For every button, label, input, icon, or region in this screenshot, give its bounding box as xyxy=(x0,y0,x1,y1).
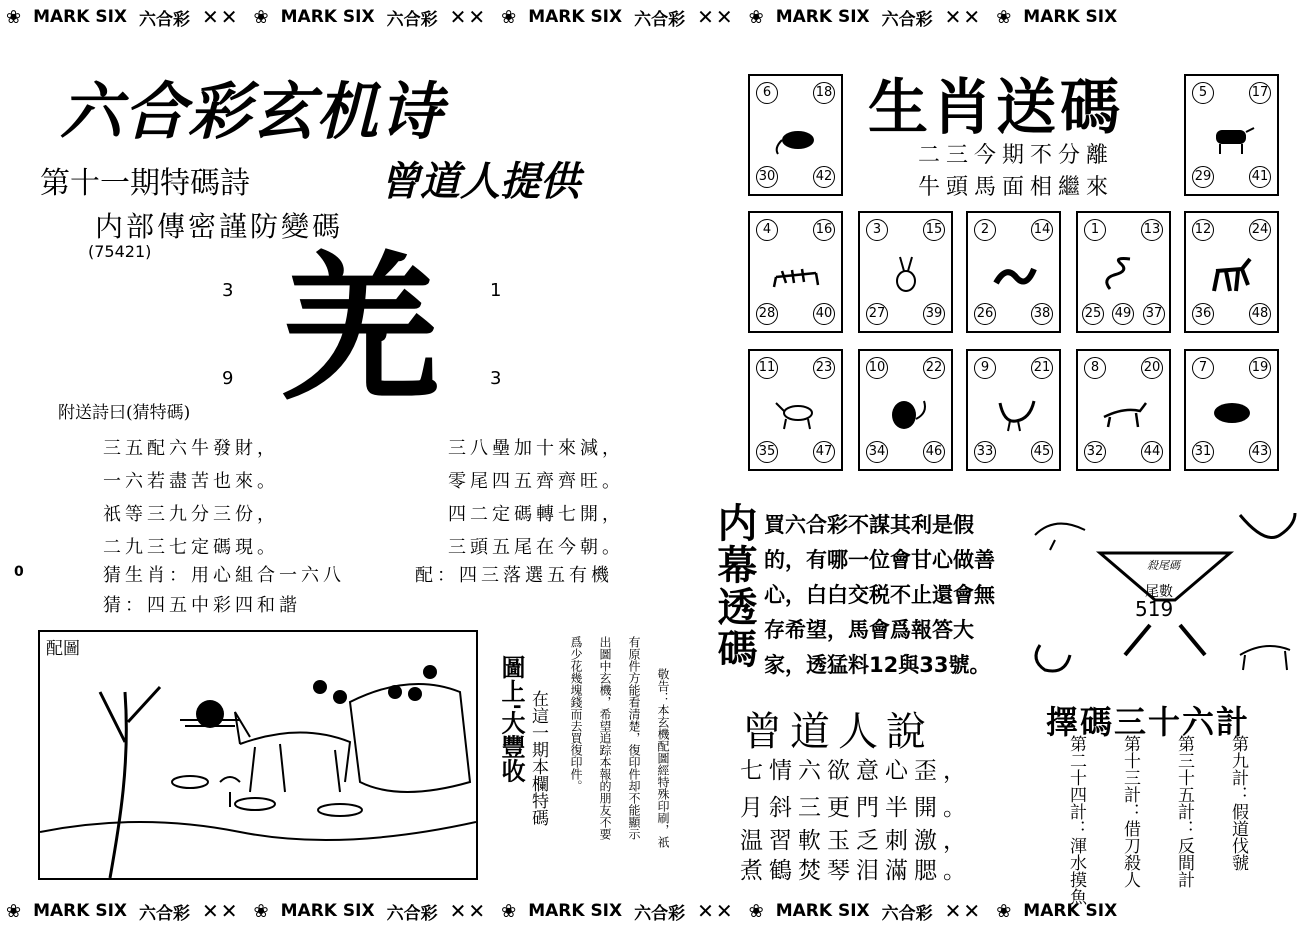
ball-number: 20 xyxy=(1141,357,1163,379)
gift-label: 附送詩曰(猜特碼) xyxy=(58,403,191,423)
strategy-item: 第二十四計：渾水摸魚 xyxy=(1066,735,1086,905)
ball-number: 12 xyxy=(1192,219,1214,241)
ball-number: 34 xyxy=(866,441,888,463)
brand-cn: 六合彩 xyxy=(386,9,438,30)
ball-number: 40 xyxy=(813,303,835,325)
brand-cn: 六合彩 xyxy=(881,9,933,30)
ball-number: 17 xyxy=(1249,82,1271,104)
mark-six-text: MARK SIX xyxy=(1023,901,1118,921)
ball-number: 41 xyxy=(1249,166,1271,188)
ball-number: 31 xyxy=(1192,441,1214,463)
notice-4: 爲少花幾塊錢而去買復印件。 xyxy=(569,636,583,792)
flower-icon: ❀ xyxy=(6,900,22,922)
zeng-line: 温習軟玉乏刺激， xyxy=(740,828,972,854)
ball-number: 1 xyxy=(1084,219,1106,241)
ball-number: 39 xyxy=(923,303,945,325)
ball-number: 32 xyxy=(1084,441,1106,463)
pair: 配：四三落選五有機 xyxy=(415,565,613,586)
ball-number: 28 xyxy=(756,303,778,325)
ball-number: 29 xyxy=(1192,166,1214,188)
x-icon: ✕✕ xyxy=(202,899,240,923)
tail-diagram xyxy=(1025,505,1305,690)
rat-icon xyxy=(772,118,820,158)
zodiac-card-tiger xyxy=(748,211,843,333)
strategy-item: 第十三計：借刀殺人 xyxy=(1120,735,1140,888)
ball-number: 3 xyxy=(866,219,888,241)
zeng-line: 煮鶴焚琴泪滿腮。 xyxy=(740,858,972,884)
notice-3: 出圖中玄機，希望追踪本報的朋友不要 xyxy=(598,636,612,840)
x-icon: ✕✕ xyxy=(944,899,983,923)
zodiac-card-goat xyxy=(748,349,843,471)
tiger-icon xyxy=(772,255,820,295)
poem-line: 一六若盡苦也來。 xyxy=(103,471,279,492)
ball-number: 16 xyxy=(813,219,835,241)
zodiac-card-dragon xyxy=(966,211,1061,333)
ball-number: 8 xyxy=(1084,357,1106,379)
goat-icon xyxy=(772,393,820,433)
brand-cn: 六合彩 xyxy=(634,9,686,30)
ox-icon xyxy=(1208,118,1256,158)
mark-six-text: MARK SIX xyxy=(1023,7,1118,27)
mark-six-text: MARK SIX xyxy=(280,7,375,27)
strategy-title: 擇碼三十六計 xyxy=(1046,703,1251,741)
brand-cn: 六合彩 xyxy=(386,903,438,924)
mark-six-text: MARK SIX xyxy=(33,901,128,921)
ball-number: 43 xyxy=(1249,441,1271,463)
notice-2: 有原件方能看清楚，復印件却不能顯示 xyxy=(627,636,641,840)
zeng-line: 七情六欲意心歪， xyxy=(740,758,972,784)
bottom-banner xyxy=(0,896,1314,926)
strategy-item: 第九計：假道伐虢 xyxy=(1228,735,1248,871)
zodiac-card-rooster xyxy=(966,349,1061,471)
neimu-text: 買六合彩不謀其利是假的，有哪一位會甘心做善心，白白交税不止還會無存希望，馬會爲報答大家，透猛料12與33號。 xyxy=(764,513,995,677)
x-icon: ✕✕ xyxy=(944,5,983,29)
ball-number: 48 xyxy=(1249,303,1271,325)
provider: 曾道人提供 xyxy=(380,159,580,205)
zodiac-line-2: 牛頭馬面相繼來 xyxy=(918,175,1115,200)
flower-icon: ❀ xyxy=(748,6,764,28)
flower-icon: ❀ xyxy=(996,900,1012,922)
ball-number: 37 xyxy=(1143,303,1165,325)
zodiac-card-monkey xyxy=(858,349,953,471)
notice-1: 敬告：本玄機配圖經特殊印刷，祇 xyxy=(656,668,670,848)
zeng-title: 曾道人說 xyxy=(742,709,934,755)
brand-cn: 六合彩 xyxy=(139,903,191,924)
poem-right xyxy=(448,432,624,564)
ball-number: 49 xyxy=(1112,303,1134,325)
ball-number: 10 xyxy=(866,357,888,379)
rooster-icon xyxy=(990,393,1038,433)
dog-icon xyxy=(1100,393,1148,433)
ball-number: 25 xyxy=(1082,303,1104,325)
monkey-icon xyxy=(882,393,930,433)
deer-scene-icon xyxy=(40,632,476,878)
x-icon: ✕✕ xyxy=(449,5,488,29)
ball-number: 46 xyxy=(923,441,945,463)
mark-six-text: MARK SIX xyxy=(775,901,870,921)
mark-six-text: MARK SIX xyxy=(528,901,623,921)
subtitle: 第十一期特碼詩 xyxy=(40,166,250,201)
zeng-line: 月斜三更門半開。 xyxy=(740,795,972,821)
num-top-right: 1 xyxy=(490,280,502,301)
mark-six-text: MARK SIX xyxy=(33,7,128,27)
ball-number: 35 xyxy=(756,441,778,463)
ball-number: 44 xyxy=(1141,441,1163,463)
strategy-item: 第三十五計：反間計 xyxy=(1174,735,1194,888)
ball-number: 4 xyxy=(756,219,778,241)
page-title: 六合彩玄机诗 xyxy=(60,75,445,148)
ball-number: 42 xyxy=(813,166,835,188)
ball-number: 14 xyxy=(1031,219,1053,241)
ball-number: 30 xyxy=(756,166,778,188)
zodiac-card-rabbit xyxy=(858,211,953,333)
x-icon: ✕✕ xyxy=(202,5,240,29)
poem-line: 四二定碼轉七開， xyxy=(448,504,624,525)
ball-number: 19 xyxy=(1249,357,1271,379)
flower-icon: ❀ xyxy=(501,900,517,922)
ball-number: 11 xyxy=(756,357,778,379)
guess: 猜：四五中彩四和諧 xyxy=(103,595,301,616)
ball-number: 22 xyxy=(923,357,945,379)
num-bottom-left: 9 xyxy=(222,368,234,389)
ball-number: 26 xyxy=(974,303,996,325)
zodiac-title: 生肖送碼 xyxy=(868,73,1124,143)
inner-secret: 内部傳密謹防變碼 xyxy=(95,210,344,243)
dragon-icon xyxy=(990,255,1038,295)
x-icon: ✕✕ xyxy=(449,899,488,923)
brand-cn: 六合彩 xyxy=(881,903,933,924)
ball-number: 45 xyxy=(1031,441,1053,463)
flower-icon: ❀ xyxy=(996,6,1012,28)
ball-number: 18 xyxy=(813,82,835,104)
ball-number: 13 xyxy=(1141,219,1163,241)
snake-icon xyxy=(1100,255,1148,295)
zero-mark: 0 xyxy=(14,564,24,580)
poem-line: 三八壘加十來減， xyxy=(448,438,624,459)
zodiac-line-1: 二三今期不分離 xyxy=(918,143,1115,168)
poem-line: 祇等三九分三份， xyxy=(103,504,279,525)
flower-icon: ❀ xyxy=(253,6,269,28)
guess-zodiac: 猜生肖：用心組合一六八 xyxy=(103,565,345,586)
vertical-harvest: 圖上'大豐收 xyxy=(497,655,525,783)
vertical-note: 在這一期本欄特碼 xyxy=(528,690,548,826)
num-bottom-right: 3 xyxy=(490,368,502,389)
ball-number: 21 xyxy=(1031,357,1053,379)
rabbit-icon xyxy=(882,255,930,295)
tail-value: 519 xyxy=(1135,597,1174,621)
ball-number: 24 xyxy=(1249,219,1271,241)
flower-icon: ❀ xyxy=(501,6,517,28)
ball-number: 5 xyxy=(1192,82,1214,104)
big-character: 羌 xyxy=(280,236,441,423)
zodiac-card-rat xyxy=(748,74,843,196)
ball-number: 33 xyxy=(974,441,996,463)
poem-line: 零尾四五齊齊旺。 xyxy=(448,471,624,492)
flower-icon: ❀ xyxy=(6,6,22,28)
zodiac-card-horse xyxy=(1184,211,1279,333)
mark-six-text: MARK SIX xyxy=(280,901,375,921)
ball-number: 27 xyxy=(866,303,888,325)
top-banner xyxy=(0,2,1314,32)
code: (75421) xyxy=(88,242,152,261)
ball-number: 38 xyxy=(1031,303,1053,325)
illustration xyxy=(38,630,478,880)
ball-number: 23 xyxy=(813,357,835,379)
zodiac-card-snake xyxy=(1076,211,1171,333)
ball-number: 36 xyxy=(1192,303,1214,325)
x-icon: ✕✕ xyxy=(697,5,735,29)
zodiac-card-dog xyxy=(1076,349,1171,471)
ball-number: 6 xyxy=(756,82,778,104)
ball-number: 9 xyxy=(974,357,996,379)
x-icon: ✕✕ xyxy=(697,899,735,923)
tail-label: 尾數 xyxy=(1145,584,1173,600)
ball-number: 7 xyxy=(1192,357,1214,379)
tail-badge: 殺尾碼 xyxy=(1147,559,1180,572)
mark-six-text: MARK SIX xyxy=(528,7,623,27)
brand-cn: 六合彩 xyxy=(634,903,686,924)
flower-icon: ❀ xyxy=(748,900,764,922)
flower-icon: ❀ xyxy=(253,900,269,922)
ball-number: 15 xyxy=(923,219,945,241)
poem-left xyxy=(103,432,279,564)
ball-number: 2 xyxy=(974,219,996,241)
pig-icon xyxy=(1208,393,1256,433)
illustration-label: 配圖 xyxy=(46,639,80,659)
poem-line: 三頭五尾在今朝。 xyxy=(448,537,624,558)
ball-number: 47 xyxy=(813,441,835,463)
num-top-left: 3 xyxy=(222,280,234,301)
poem-line: 三五配六牛發財， xyxy=(103,438,279,459)
zodiac-card-ox xyxy=(1184,74,1279,196)
brand-cn: 六合彩 xyxy=(139,9,191,30)
horse-icon xyxy=(1208,255,1256,295)
poem-line: 二九三七定碼現。 xyxy=(103,537,279,558)
mark-six-text: MARK SIX xyxy=(775,7,870,27)
neimu-title: 内幕透碼 xyxy=(711,502,757,670)
zodiac-card-pig xyxy=(1184,349,1279,471)
